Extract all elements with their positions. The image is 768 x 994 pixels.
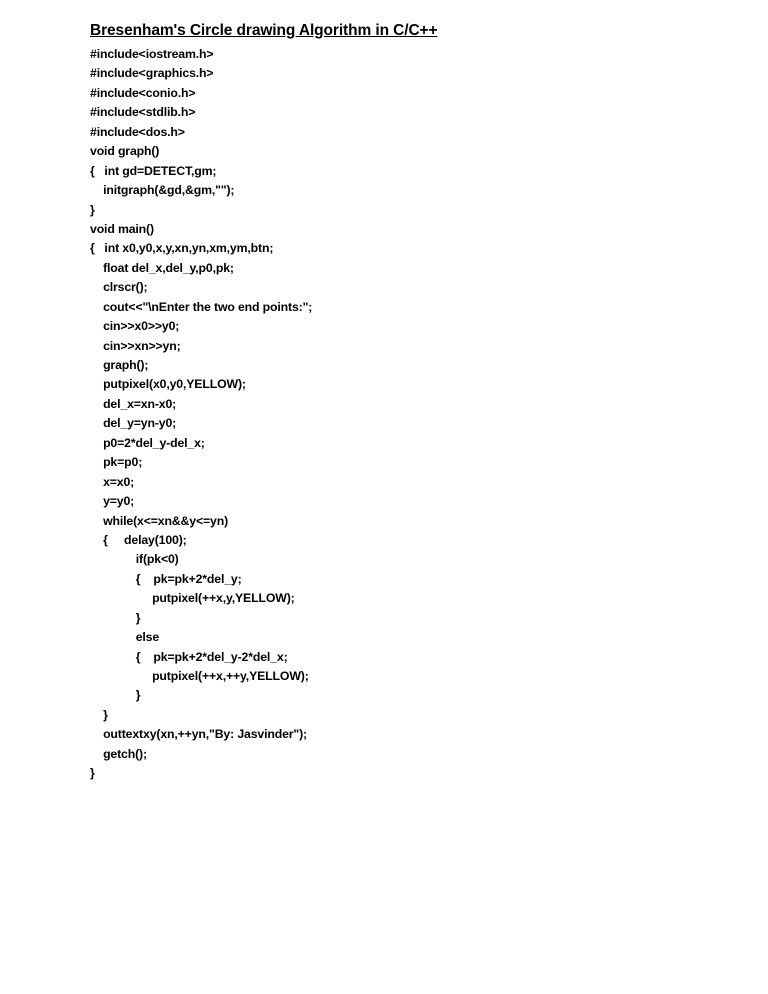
code-line: del_x=xn-x0; [90,396,177,411]
code-line: cout<<"\nEnter the two end points:"; [90,299,313,314]
code-line: #include<conio.h> [90,85,196,100]
code-line: del_y=yn-y0; [90,416,177,431]
code-line: #include<graphics.h> [90,66,214,81]
code-line: } [90,766,95,781]
code-line: pk=p0; [90,455,143,470]
code-line: } [90,202,95,217]
code-line: putpixel(++x,y,YELLOW); [90,591,295,606]
code-line: graph(); [90,358,149,372]
code-line: x=x0; [90,474,135,489]
code-line: putpixel(++x,++y,YELLOW); [90,669,309,683]
code-line: y=y0; [90,494,135,509]
code-line: { int gd=DETECT,gm; [90,163,217,178]
code-line: getch(); [90,746,147,761]
code-line: else [90,630,160,645]
code-line: #include<iostream.h> [90,47,214,61]
code-line: void main() [90,221,154,236]
code-line: float del_x,del_y,p0,pk; [90,260,234,275]
code-line: { delay(100); [90,532,187,547]
code-line: cin>>x0>>y0; [90,319,180,334]
code-line: putpixel(x0,y0,YELLOW); [90,377,246,392]
code-line: if(pk<0) [90,552,179,567]
code-line: initgraph(&gd,&gm,""); [90,183,235,198]
code-line: } [90,688,141,703]
code-line: p0=2*del_y-del_x; [90,435,205,450]
code-line: cin>>xn>>yn; [90,338,181,353]
code-line: clrscr(); [90,280,148,295]
code-line: } [90,707,108,722]
code-line: #include<dos.h> [90,124,185,139]
code-line: #include<stdlib.h> [90,105,196,120]
code-line: void graph() [90,144,160,159]
code-line: while(x<=xn&&y<=yn) [90,513,229,528]
code-line: outtextxy(xn,++yn,"By: Jasvinder"); [90,727,307,742]
document-title: Bresenham's Circle drawing Algorithm in C/C++ [90,22,438,39]
code-line: } [90,610,141,625]
code-line: { pk=pk+2*del_y; [90,571,242,586]
code-line: { int x0,y0,x,y,xn,yn,xm,ym,btn; [90,241,274,256]
code-block [90,45,312,784]
code-line: { pk=pk+2*del_y-2*del_x; [90,649,288,664]
